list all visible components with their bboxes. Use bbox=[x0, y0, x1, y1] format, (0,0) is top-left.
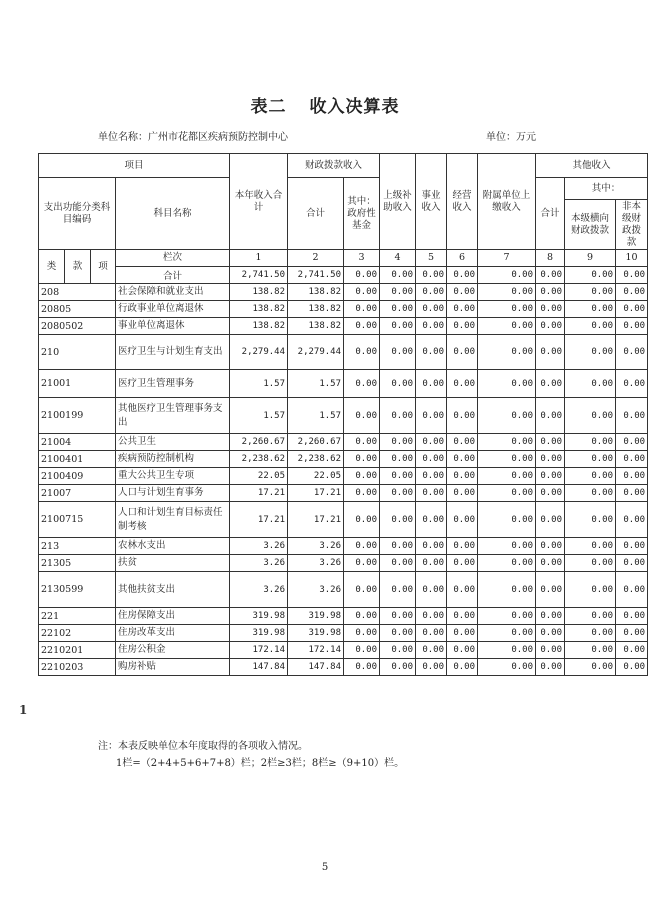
row-value: 0.00 bbox=[478, 659, 536, 676]
row-name: 事业单位离退休 bbox=[116, 318, 230, 335]
row-value: 0.00 bbox=[536, 318, 565, 335]
row-value: 3.26 bbox=[288, 572, 344, 608]
row-value: 2,260.67 bbox=[288, 434, 344, 451]
row-code: 21004 bbox=[39, 434, 116, 451]
row-value: 0.00 bbox=[536, 335, 565, 370]
row-value: 0.00 bbox=[565, 284, 616, 301]
row-code: 210 bbox=[39, 335, 116, 370]
row-value: 0.00 bbox=[565, 434, 616, 451]
table-row bbox=[39, 318, 648, 335]
row-value: 0.00 bbox=[536, 485, 565, 502]
total-row bbox=[39, 267, 648, 284]
row-value: 0.00 bbox=[447, 659, 478, 676]
row-value: 0.00 bbox=[616, 659, 648, 676]
row-value: 0.00 bbox=[416, 468, 447, 485]
row-value: 0.00 bbox=[344, 335, 380, 370]
row-value: 0.00 bbox=[344, 538, 380, 555]
header-business: 事业收入 bbox=[416, 154, 447, 250]
row-code: 2100401 bbox=[39, 451, 116, 468]
row-code: 21305 bbox=[39, 555, 116, 572]
row-value: 0.00 bbox=[616, 451, 648, 468]
row-value: 0.00 bbox=[344, 318, 380, 335]
table-row bbox=[39, 335, 648, 370]
row-name: 疾病预防控制机构 bbox=[116, 451, 230, 468]
row-value: 319.98 bbox=[288, 608, 344, 625]
row-value: 138.82 bbox=[230, 284, 288, 301]
row-value: 0.00 bbox=[344, 468, 380, 485]
row-code: 20805 bbox=[39, 301, 116, 318]
row-value: 0.00 bbox=[447, 434, 478, 451]
row-value: 0.00 bbox=[536, 267, 565, 284]
table-row bbox=[39, 301, 648, 318]
row-value: 0.00 bbox=[616, 318, 648, 335]
header-superior: 上级补助收入 bbox=[380, 154, 416, 250]
row-value: 0.00 bbox=[416, 398, 447, 434]
table-row bbox=[39, 485, 648, 502]
row-code: 2210201 bbox=[39, 642, 116, 659]
row-value: 0.00 bbox=[536, 659, 565, 676]
header-other-total: 合计 bbox=[536, 178, 565, 250]
row-value: 0.00 bbox=[616, 538, 648, 555]
row-value: 0.00 bbox=[565, 642, 616, 659]
row-value: 0.00 bbox=[616, 642, 648, 659]
row-value: 1.57 bbox=[230, 398, 288, 434]
row-value: 0.00 bbox=[380, 267, 416, 284]
row-name: 重大公共卫生专项 bbox=[116, 468, 230, 485]
row-value: 0.00 bbox=[478, 538, 536, 555]
row-value: 0.00 bbox=[478, 398, 536, 434]
header-fiscal-total: 合计 bbox=[288, 178, 344, 250]
row-value: 0.00 bbox=[536, 555, 565, 572]
header-kuan: 款 bbox=[65, 250, 91, 284]
row-value: 0.00 bbox=[616, 370, 648, 398]
table-row bbox=[39, 468, 648, 485]
row-value: 0.00 bbox=[447, 538, 478, 555]
row-name: 其他扶贫支出 bbox=[116, 572, 230, 608]
row-value: 0.00 bbox=[565, 451, 616, 468]
row-code: 21001 bbox=[39, 370, 116, 398]
row-name: 住房公积金 bbox=[116, 642, 230, 659]
row-value: 0.00 bbox=[380, 572, 416, 608]
row-code: 208 bbox=[39, 284, 116, 301]
row-value: 0.00 bbox=[536, 502, 565, 538]
row-value: 0.00 bbox=[380, 485, 416, 502]
row-value: 0.00 bbox=[536, 642, 565, 659]
row-value: 0.00 bbox=[416, 659, 447, 676]
row-value: 0.00 bbox=[478, 625, 536, 642]
note-line-2: 1栏=（2+4+5+6+7+8）栏；2栏≥3栏；8栏≥（9+10）栏。 bbox=[116, 758, 405, 769]
row-name: 人口与计划生育事务 bbox=[116, 485, 230, 502]
row-value: 1.57 bbox=[288, 398, 344, 434]
row-value: 147.84 bbox=[230, 659, 288, 676]
row-value: 2,741.50 bbox=[288, 267, 344, 284]
row-value: 0.00 bbox=[447, 370, 478, 398]
row-value: 3.26 bbox=[230, 572, 288, 608]
title-main: 收入决算表 bbox=[309, 97, 400, 117]
row-value: 0.00 bbox=[565, 502, 616, 538]
row-value: 0.00 bbox=[447, 485, 478, 502]
row-value: 0.00 bbox=[536, 398, 565, 434]
row-code: 2100199 bbox=[39, 398, 116, 434]
note-line-1: 注：本表反映单位本年度取得的各项收入情况。 bbox=[98, 741, 308, 752]
row-value: 0.00 bbox=[344, 284, 380, 301]
row-value: 0.00 bbox=[447, 398, 478, 434]
row-value: 0.00 bbox=[416, 538, 447, 555]
col-num: 2 bbox=[288, 250, 344, 267]
row-value: 138.82 bbox=[288, 318, 344, 335]
row-value: 17.21 bbox=[288, 485, 344, 502]
row-value: 0.00 bbox=[380, 284, 416, 301]
header-affiliated: 附属单位上缴收入 bbox=[478, 154, 536, 250]
currency-unit: 单位：万元 bbox=[486, 132, 536, 143]
row-value: 0.00 bbox=[344, 485, 380, 502]
row-value: 0.00 bbox=[478, 451, 536, 468]
row-value: 0.00 bbox=[447, 318, 478, 335]
row-value: 0.00 bbox=[380, 398, 416, 434]
row-value: 2,279.44 bbox=[230, 335, 288, 370]
row-name: 人口和计划生育目标责任制考核 bbox=[116, 502, 230, 538]
row-value: 0.00 bbox=[380, 555, 416, 572]
row-value: 0.00 bbox=[416, 451, 447, 468]
col-num: 1 bbox=[230, 250, 288, 267]
row-value: 0.00 bbox=[380, 451, 416, 468]
row-value: 0.00 bbox=[447, 555, 478, 572]
row-value: 0.00 bbox=[447, 502, 478, 538]
row-value: 0.00 bbox=[380, 659, 416, 676]
col-num: 3 bbox=[344, 250, 380, 267]
header-name: 科目名称 bbox=[116, 178, 230, 250]
row-value: 0.00 bbox=[616, 608, 648, 625]
row-value: 0.00 bbox=[447, 451, 478, 468]
row-value: 2,238.62 bbox=[230, 451, 288, 468]
row-value: 0.00 bbox=[565, 318, 616, 335]
row-value: 0.00 bbox=[616, 555, 648, 572]
row-value: 0.00 bbox=[536, 538, 565, 555]
row-value: 0.00 bbox=[344, 659, 380, 676]
header-other-nonlocal: 非本级财政拨款 bbox=[616, 200, 648, 250]
row-value: 0.00 bbox=[447, 301, 478, 318]
row-value: 138.82 bbox=[288, 301, 344, 318]
row-value: 0.00 bbox=[565, 468, 616, 485]
row-value: 0.00 bbox=[565, 301, 616, 318]
row-value: 0.00 bbox=[416, 284, 447, 301]
row-value: 0.00 bbox=[380, 434, 416, 451]
row-value: 0.00 bbox=[616, 485, 648, 502]
row-value: 0.00 bbox=[478, 642, 536, 659]
row-value: 0.00 bbox=[565, 538, 616, 555]
row-code: 2130599 bbox=[39, 572, 116, 608]
row-value: 0.00 bbox=[536, 451, 565, 468]
table-row bbox=[39, 538, 648, 555]
col-num: 5 bbox=[416, 250, 447, 267]
row-value: 0.00 bbox=[616, 301, 648, 318]
header-other-local: 本级横向财政拨款 bbox=[565, 200, 616, 250]
title-prefix: 表二 bbox=[250, 97, 287, 117]
row-name: 农林水支出 bbox=[116, 538, 230, 555]
row-name: 社会保障和就业支出 bbox=[116, 284, 230, 301]
header-total-income: 本年收入合计 bbox=[230, 154, 288, 250]
row-value: 319.98 bbox=[230, 608, 288, 625]
notes bbox=[98, 738, 404, 772]
row-value: 0.00 bbox=[565, 398, 616, 434]
header-other-of: 其中： bbox=[565, 178, 648, 200]
row-value: 1.57 bbox=[230, 370, 288, 398]
row-value: 0.00 bbox=[447, 267, 478, 284]
col-num: 9 bbox=[565, 250, 616, 267]
row-value: 0.00 bbox=[416, 502, 447, 538]
row-value: 172.14 bbox=[230, 642, 288, 659]
row-value: 0.00 bbox=[536, 284, 565, 301]
row-value: 0.00 bbox=[344, 572, 380, 608]
row-value: 0.00 bbox=[478, 502, 536, 538]
row-value: 319.98 bbox=[230, 625, 288, 642]
row-value: 1.57 bbox=[288, 370, 344, 398]
table-row bbox=[39, 284, 648, 301]
row-value: 0.00 bbox=[447, 642, 478, 659]
row-value: 0.00 bbox=[478, 318, 536, 335]
row-value: 0.00 bbox=[478, 572, 536, 608]
row-code: 2210203 bbox=[39, 659, 116, 676]
header-code: 支出功能分类科目编码 bbox=[39, 178, 116, 250]
row-value: 0.00 bbox=[478, 608, 536, 625]
col-num: 4 bbox=[380, 250, 416, 267]
row-value: 3.26 bbox=[230, 555, 288, 572]
row-value: 0.00 bbox=[478, 335, 536, 370]
row-value: 0.00 bbox=[380, 642, 416, 659]
row-value: 0.00 bbox=[380, 538, 416, 555]
row-name: 医疗卫生与计划生育支出 bbox=[116, 335, 230, 370]
row-value: 319.98 bbox=[288, 625, 344, 642]
table-row bbox=[39, 370, 648, 398]
row-value: 0.00 bbox=[565, 485, 616, 502]
row-value: 17.21 bbox=[288, 502, 344, 538]
col-num: 6 bbox=[447, 250, 478, 267]
row-value: 0.00 bbox=[344, 267, 380, 284]
table-row bbox=[39, 502, 648, 538]
row-code: 2100715 bbox=[39, 502, 116, 538]
row-value: 0.00 bbox=[416, 555, 447, 572]
row-name: 扶贫 bbox=[116, 555, 230, 572]
row-value: 22.05 bbox=[288, 468, 344, 485]
row-value: 0.00 bbox=[344, 434, 380, 451]
row-value: 0.00 bbox=[478, 301, 536, 318]
row-value: 0.00 bbox=[478, 555, 536, 572]
row-value: 0.00 bbox=[565, 267, 616, 284]
header-lanci: 栏次 bbox=[116, 250, 230, 267]
row-value: 0.00 bbox=[380, 370, 416, 398]
row-value: 0.00 bbox=[416, 572, 447, 608]
row-value: 0.00 bbox=[416, 608, 447, 625]
row-value: 0.00 bbox=[478, 370, 536, 398]
page-title bbox=[0, 92, 650, 117]
table-row bbox=[39, 642, 648, 659]
row-name: 公共卫生 bbox=[116, 434, 230, 451]
row-value: 0.00 bbox=[536, 625, 565, 642]
row-value: 17.21 bbox=[230, 502, 288, 538]
row-code: 2080502 bbox=[39, 318, 116, 335]
header-fiscal: 财政拨款收入 bbox=[288, 154, 380, 178]
row-value: 0.00 bbox=[536, 434, 565, 451]
header-operating: 经营收入 bbox=[447, 154, 478, 250]
table-row bbox=[39, 625, 648, 642]
table-row bbox=[39, 555, 648, 572]
row-name: 行政事业单位离退休 bbox=[116, 301, 230, 318]
row-value: 0.00 bbox=[616, 335, 648, 370]
row-value: 2,741.50 bbox=[230, 267, 288, 284]
table-row bbox=[39, 434, 648, 451]
row-value: 0.00 bbox=[447, 625, 478, 642]
row-value: 0.00 bbox=[380, 318, 416, 335]
header-project: 项目 bbox=[39, 154, 230, 178]
row-value: 0.00 bbox=[616, 468, 648, 485]
row-value: 0.00 bbox=[616, 502, 648, 538]
row-code: 22102 bbox=[39, 625, 116, 642]
row-value: 0.00 bbox=[536, 468, 565, 485]
income-table bbox=[38, 153, 648, 676]
row-value: 2,260.67 bbox=[230, 434, 288, 451]
header-xiang: 项 bbox=[91, 250, 116, 284]
row-value: 0.00 bbox=[380, 502, 416, 538]
row-name: 医疗卫生管理事务 bbox=[116, 370, 230, 398]
row-value: 0.00 bbox=[416, 485, 447, 502]
row-value: 0.00 bbox=[478, 267, 536, 284]
row-value: 0.00 bbox=[344, 301, 380, 318]
table-row bbox=[39, 451, 648, 468]
row-value: 0.00 bbox=[565, 659, 616, 676]
row-value: 172.14 bbox=[288, 642, 344, 659]
table-row bbox=[39, 398, 648, 434]
row-value: 0.00 bbox=[344, 642, 380, 659]
row-value: 0.00 bbox=[344, 555, 380, 572]
table-row bbox=[39, 659, 648, 676]
row-value: 0.00 bbox=[447, 608, 478, 625]
header-other: 其他收入 bbox=[536, 154, 648, 178]
row-value: 2,238.62 bbox=[288, 451, 344, 468]
row-value: 0.00 bbox=[478, 468, 536, 485]
row-value: 0.00 bbox=[616, 572, 648, 608]
row-value: 0.00 bbox=[380, 625, 416, 642]
row-name: 住房保障支出 bbox=[116, 608, 230, 625]
row-value: 0.00 bbox=[565, 608, 616, 625]
row-value: 17.21 bbox=[230, 485, 288, 502]
row-value: 0.00 bbox=[536, 370, 565, 398]
row-value: 0.00 bbox=[380, 335, 416, 370]
col-num: 7 bbox=[478, 250, 536, 267]
row-value: 0.00 bbox=[536, 608, 565, 625]
row-code: 21007 bbox=[39, 485, 116, 502]
row-code: 213 bbox=[39, 538, 116, 555]
row-value: 22.05 bbox=[230, 468, 288, 485]
row-value: 2,279.44 bbox=[288, 335, 344, 370]
row-value: 0.00 bbox=[447, 335, 478, 370]
row-value: 0.00 bbox=[565, 335, 616, 370]
row-value: 0.00 bbox=[447, 572, 478, 608]
row-value: 138.82 bbox=[230, 301, 288, 318]
page-number: 5 bbox=[321, 862, 329, 873]
row-value: 0.00 bbox=[416, 301, 447, 318]
row-name: 合计 bbox=[116, 267, 230, 284]
row-value: 0.00 bbox=[478, 284, 536, 301]
row-value: 3.26 bbox=[230, 538, 288, 555]
row-value: 0.00 bbox=[616, 625, 648, 642]
col-num: 8 bbox=[536, 250, 565, 267]
row-value: 0.00 bbox=[536, 301, 565, 318]
header-fiscal-gov: 其中：政府性基金 bbox=[344, 178, 380, 250]
row-code: 2100409 bbox=[39, 468, 116, 485]
row-value: 0.00 bbox=[565, 555, 616, 572]
row-value: 0.00 bbox=[416, 335, 447, 370]
row-value: 138.82 bbox=[230, 318, 288, 335]
col-num: 10 bbox=[616, 250, 648, 267]
row-value: 0.00 bbox=[344, 398, 380, 434]
row-code: 221 bbox=[39, 608, 116, 625]
row-value: 3.26 bbox=[288, 538, 344, 555]
row-value: 0.00 bbox=[344, 625, 380, 642]
row-value: 0.00 bbox=[416, 642, 447, 659]
row-value: 0.00 bbox=[616, 267, 648, 284]
row-value: 0.00 bbox=[416, 267, 447, 284]
row-value: 0.00 bbox=[478, 485, 536, 502]
row-value: 0.00 bbox=[380, 301, 416, 318]
row-value: 0.00 bbox=[344, 370, 380, 398]
row-value: 147.84 bbox=[288, 659, 344, 676]
row-value: 0.00 bbox=[565, 572, 616, 608]
row-value: 0.00 bbox=[565, 625, 616, 642]
row-value: 0.00 bbox=[416, 434, 447, 451]
row-value: 0.00 bbox=[344, 608, 380, 625]
row-value: 0.00 bbox=[616, 434, 648, 451]
table-row bbox=[39, 608, 648, 625]
row-value: 3.26 bbox=[288, 555, 344, 572]
row-value: 0.00 bbox=[565, 370, 616, 398]
row-value: 0.00 bbox=[616, 398, 648, 434]
row-value: 0.00 bbox=[344, 502, 380, 538]
row-value: 0.00 bbox=[416, 625, 447, 642]
row-name: 住房改革支出 bbox=[116, 625, 230, 642]
row-value: 0.00 bbox=[447, 468, 478, 485]
header-lei: 类 bbox=[39, 250, 65, 284]
row-value: 0.00 bbox=[536, 572, 565, 608]
row-value: 0.00 bbox=[416, 370, 447, 398]
row-value: 0.00 bbox=[478, 434, 536, 451]
row-value: 0.00 bbox=[380, 608, 416, 625]
row-value: 0.00 bbox=[380, 468, 416, 485]
row-name: 购房补贴 bbox=[116, 659, 230, 676]
table-row bbox=[39, 572, 648, 608]
unit-name: 单位名称：广州市花都区疾病预防控制中心 bbox=[98, 132, 288, 143]
row-value: 0.00 bbox=[447, 284, 478, 301]
row-value: 0.00 bbox=[416, 318, 447, 335]
row-value: 138.82 bbox=[288, 284, 344, 301]
row-name: 其他医疗卫生管理事务支出 bbox=[116, 398, 230, 434]
margin-mark: 1 bbox=[19, 703, 28, 717]
row-value: 0.00 bbox=[616, 284, 648, 301]
row-value: 0.00 bbox=[344, 451, 380, 468]
